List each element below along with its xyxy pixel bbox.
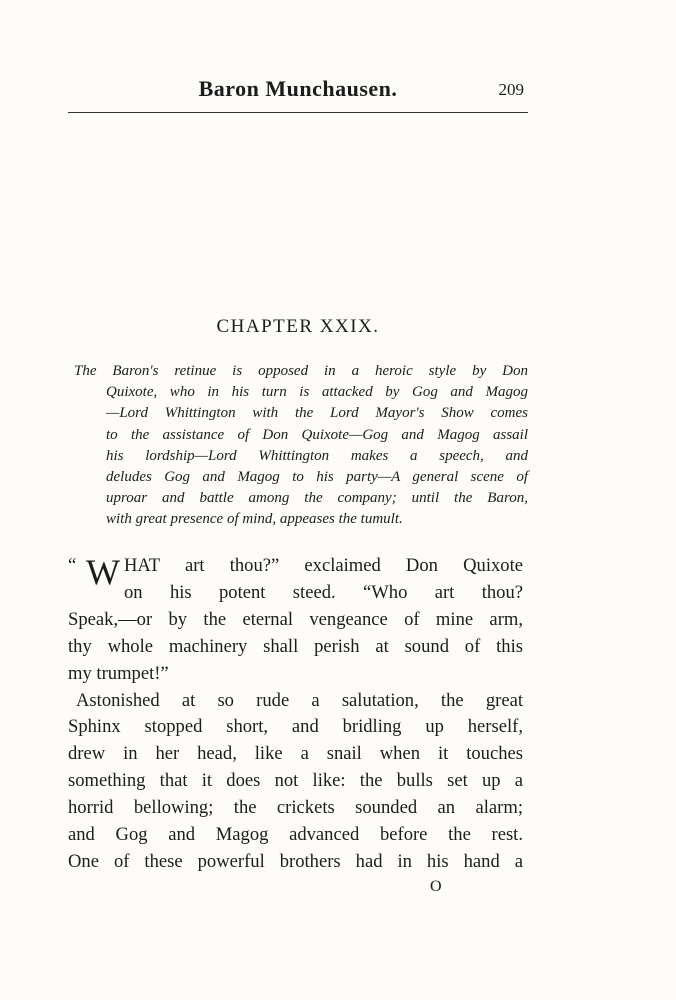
text-line: Sphinx stopped short, and bridling up herself, [68, 716, 523, 738]
text-line: and Gog and Magog advanced before the rest. [68, 824, 523, 846]
body-text [68, 553, 523, 876]
text-line: something that it does not like: the bulls set up a [68, 770, 523, 792]
synopsis-line: Quixote, who in his turn is attacked by Gog and Magog [106, 384, 528, 401]
text-line: drew in her head, like a snail when it touches [68, 743, 523, 765]
drop-cap: W [86, 552, 120, 592]
synopsis-line: —Lord Whittington with the Lord Mayor's Show comes [106, 405, 528, 422]
text-line: thy whole machinery shall perish at sound of this [68, 635, 523, 657]
page-number: 209 [498, 80, 524, 99]
synopsis-line: his lordship—Lord Whittington makes a speech, and [106, 447, 528, 464]
text-line: Speak,—or by the eternal vengeance of mine arm, [68, 608, 523, 630]
text-line: on his potent steed. “Who art thou? [124, 581, 523, 603]
text-line: horrid bellowing; the crickets sounded an alarm; [68, 797, 523, 819]
synopsis-line: with great presence of mind, appeases the tumult. [106, 511, 403, 528]
synopsis-line: The Baron's retinue is opposed in a heroic style by Don [74, 363, 528, 379]
signature-mark: O [430, 878, 442, 895]
running-title: Baron Munchausen. [198, 76, 398, 101]
text-line: Astonished at so rude a salutation, the great [76, 689, 523, 711]
chapter-synopsis [74, 361, 528, 531]
chapter-title: CHAPTER XXIX. [216, 316, 380, 337]
opening-quote: “ [68, 555, 77, 576]
text-line: One of these powerful brothers had in his hand a [68, 850, 523, 872]
running-head [68, 76, 528, 106]
synopsis-line: deludes Gog and Magog to his party—A general scene of [106, 469, 528, 486]
first-line-text: HAT art thou?” exclaimed Don Quixote [124, 555, 523, 576]
text-line: my trumpet!” [68, 662, 169, 684]
synopsis-line: uproar and battle among the company; until the Baron, [106, 490, 528, 507]
header-rule [68, 112, 528, 113]
synopsis-line: to the assistance of Don Quixote—Gog and Magog assail [106, 426, 528, 443]
